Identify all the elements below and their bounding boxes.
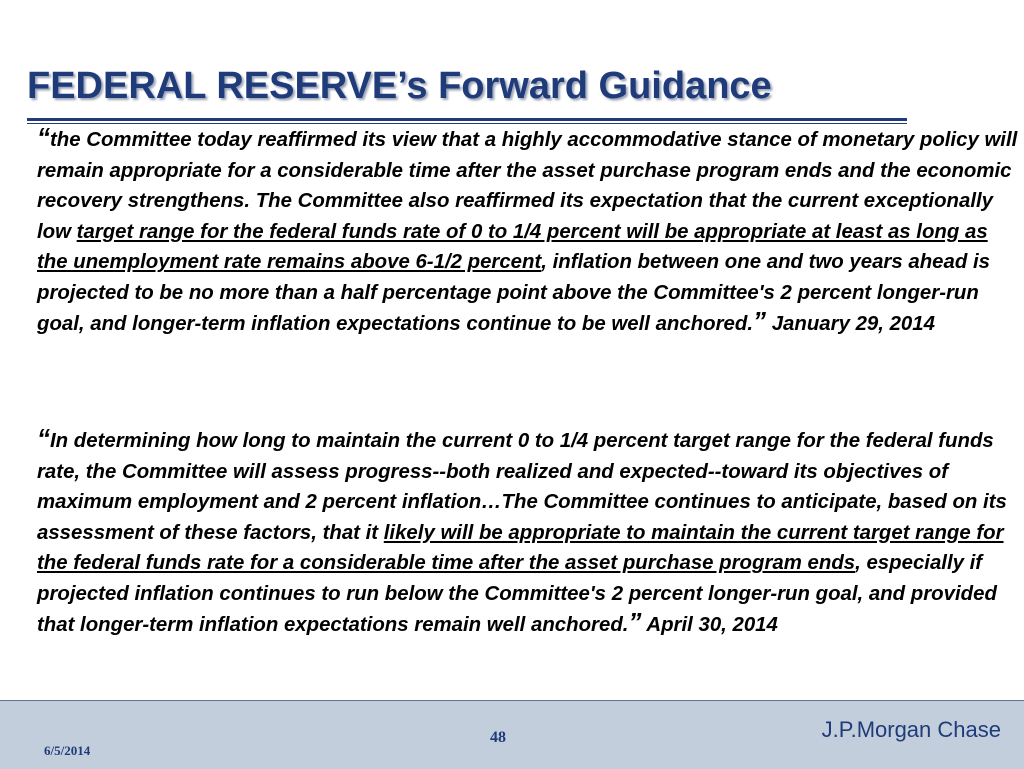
quote-underlined-text: likely will be appropriate to maintain the current target range for the federal funds rate for a considerable time after the asset purchase program ends	[37, 521, 1004, 575]
quote-open-mark: “	[37, 423, 50, 453]
slide-title: FEDERAL RESERVE’s Forward Guidance	[27, 65, 772, 107]
page-number: 48	[490, 729, 506, 746]
slide-footer	[0, 700, 1024, 769]
quote-text-continued: , inflation between one and two years ahead is projected to be no more than a half percentage point above the Committee's 2 percent longer-run goal, and longer-term inflation expectations continue to be well anchored.	[37, 251, 990, 335]
footer-date: 6/5/2014	[44, 743, 91, 758]
quote-january	[37, 122, 1021, 339]
quote-date: January 29, 2014	[766, 312, 935, 335]
quote-close-mark: ”	[753, 305, 767, 336]
title-underline	[27, 118, 907, 121]
title-underline-thin	[27, 123, 907, 124]
quote-april	[37, 423, 1021, 640]
quote-text-continued: , especially if projected inflation continues to run below the Committee's 2 percent longer-run goal, and provided that longer-term inflation expectations remain well anchored.	[37, 552, 997, 636]
quote-close-mark: ”	[628, 606, 642, 637]
quote-text: In determining how long to maintain the current 0 to 1/4 percent target range for the federal funds rate, the Committee will assess progress--both realized and expected--toward its objectives of maximum employment and 2 percent inflation…The Committee continues to anticipate, based on its assessment of these factors, that it	[37, 430, 1007, 544]
quote-underlined-text: target range for the federal funds rate of 0 to 1/4 percent will be appropriate at least as long as the unemployment rate remains above 6-1/2 percent	[37, 220, 988, 274]
brand-logo-text: J.P.Morgan Chase	[821, 717, 1001, 742]
quote-open-mark: “	[37, 122, 50, 152]
quote-text: the Committee today reaffirmed its view that a highly accommodative stance of monetary policy will remain appropriate for a considerable time after the asset purchase program ends and the economic recovery strengthens. The Committee also reaffirmed its expectation that the current exceptionally low	[37, 129, 1018, 243]
quote-date: April 30, 2014	[641, 613, 778, 636]
